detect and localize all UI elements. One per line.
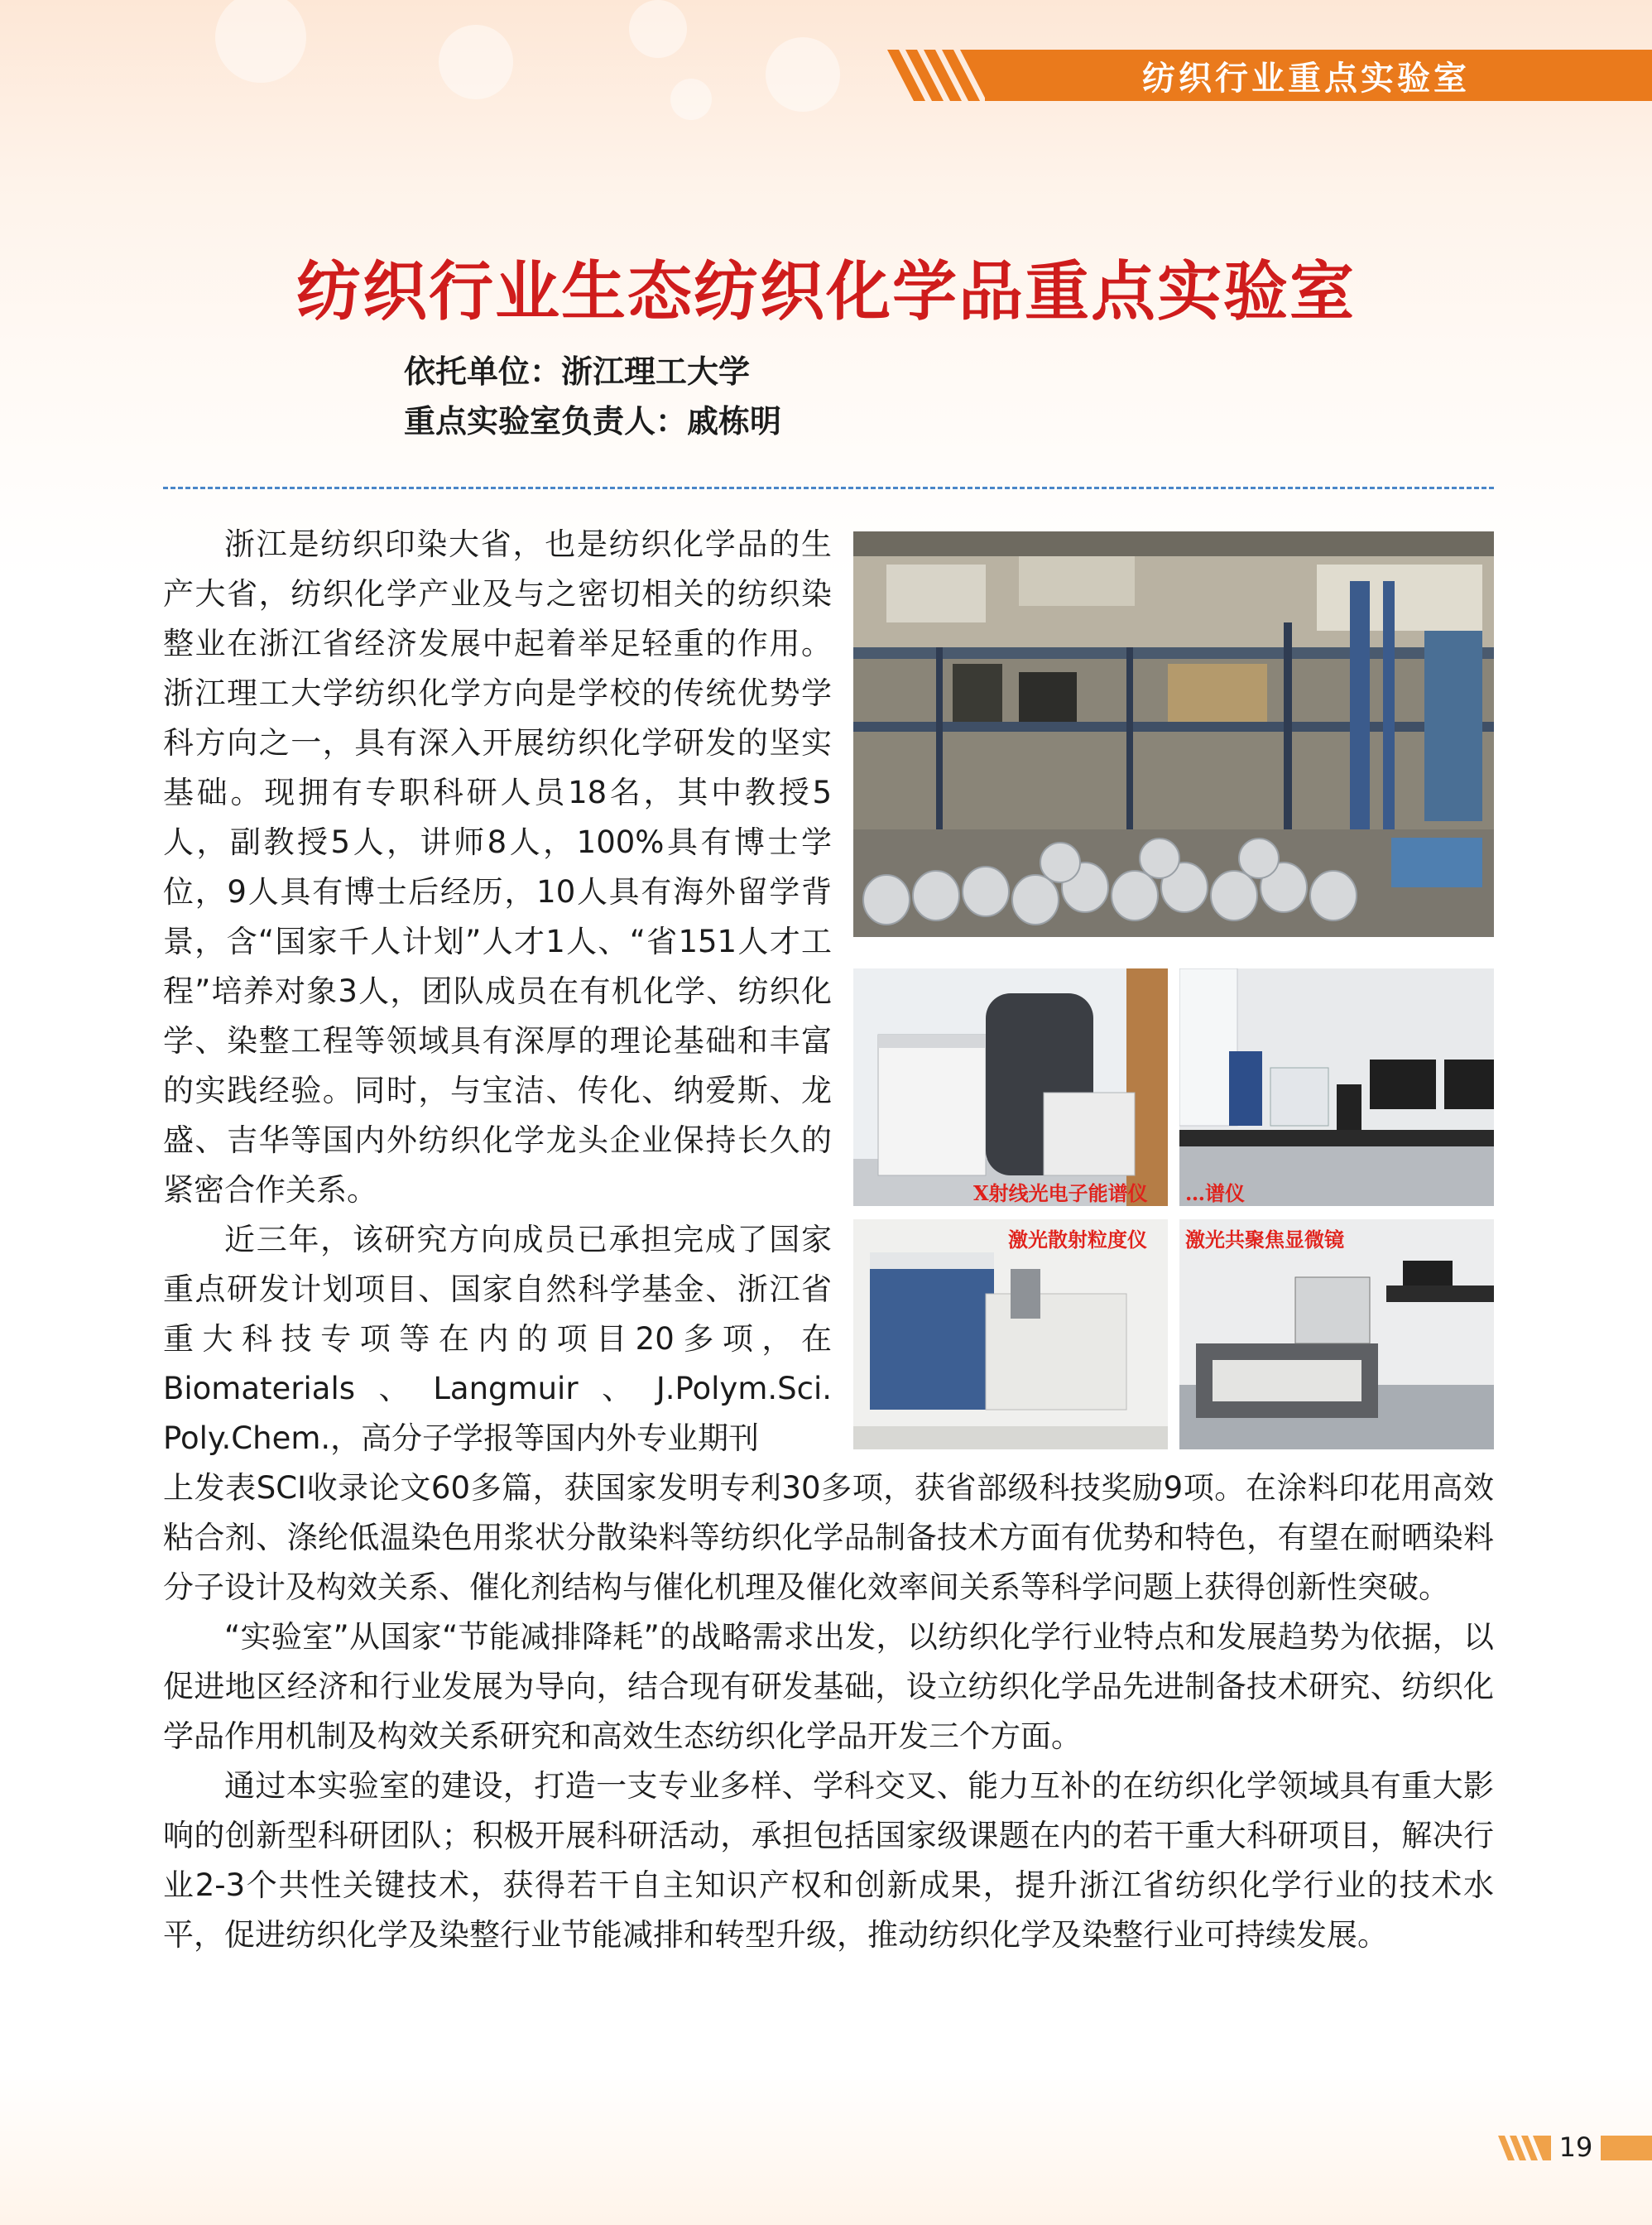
laser-particle-photo	[853, 1219, 1168, 1449]
page-stripes-icon	[1498, 2136, 1551, 2160]
paragraph: 上发表SCI收录论文60多篇，获国家发明专利30多项，获省部级科技奖励9项。在涂料印花用高效粘合剂、涤纶低温染色用浆状分散染料等纺织化学品制备技术方面有优势和特色，有望在耐晒染料分子设计及构效关系、催化剂结构与催化机理及催化效率间关系等科学问题上获得创新性突破。	[163, 1470, 1494, 1605]
xps-photo	[853, 968, 1168, 1206]
paragraph: “实验室”从国家“节能减排降耗”的战略需求出发，以纺织化学行业特点和发展趋势为依据，以促进地区经济和行业发展为导向，结合现有研发基础，设立纺织化学品先进制备技术研究、纺织化学品作用机制及构效关系研究和高效生态纺织化学品开发三个方面。	[163, 1619, 1494, 1754]
decor-bubble	[670, 79, 712, 120]
laser-particle-caption: 激光散射粒度仪	[1008, 1228, 1147, 1252]
page-title: 纺织行业生态纺织化学品重点实验室	[295, 255, 1356, 329]
decor-bubble	[629, 0, 687, 58]
page-number: 19	[1558, 2131, 1593, 2163]
confocal-photo	[1179, 1219, 1494, 1449]
lab-director: 重点实验室负责人：戚栋明	[404, 403, 782, 440]
full-width-text	[163, 1463, 1494, 1960]
page-bar	[1601, 2136, 1652, 2160]
confocal-caption: 激光共聚焦显微镜	[1185, 1228, 1344, 1252]
paragraph: 浙江是纺织印染大省，也是纺织化学品的生产大省，纺织化学产业及与之密切相关的纺织染整业在浙江省经济发展中起着举足轻重的作用。浙江理工大学纺织化学方向是学校的传统优势学科方向之一，具有深入开展纺织化学研发的坚实基础。现拥有专职科研人员18名，其中教授5人，副教授5人，讲师8人，100%具有博士学位，9人具有博士后经历，10人具有海外留学背景，含“国家千人计划”人才1人、“省151人才工程”培养对象3人，团队成员在有机化学、纺织化学、染整工程等领域具有深厚的理论基础和丰富的实践经验。同时，与宝洁、传化、纳爱斯、龙盛、吉华等国内外纺织化学龙头企业保持长久的紧密合作关系。	[163, 526, 832, 1208]
decor-bubble	[215, 0, 306, 83]
header-section-label: 纺织行业重点实验室	[985, 50, 1652, 101]
paragraph: 近三年，该研究方向成员已承担完成了国家重点研发计划项目、国家自然科学基金、浙江省重大科技专项等在内的项目20多项，在Biomaterials、Langmuir、J.Polym.Sci. Poly.Chem.，高分子学报等国内外专业期刊	[163, 1222, 832, 1456]
paragraph: 通过本实验室的建设，打造一支专业多样、学科交叉、能力互补的在纺织化学领域具有重大影响的创新型科研团队；积极开展科研活动，承担包括国家级课题在内的若干重大科研项目，解决行业2-3个共性关键技术，获得若干自主知识产权和创新成果，提升浙江省纺织化学行业的技术水平，促进纺织化学及染整行业节能减排和转型升级，推动纺织化学及染整行业可持续发展。	[163, 1768, 1494, 1953]
dashed-divider	[163, 487, 1494, 489]
spectrometer-caption: …谱仪	[1185, 1181, 1245, 1205]
decor-bubble	[766, 37, 840, 112]
spectrometer-photo	[1179, 968, 1494, 1206]
decor-bubble	[439, 25, 513, 99]
xps-caption: X射线光电子能谱仪	[973, 1181, 1148, 1205]
column-text	[163, 520, 832, 1463]
factory-photo	[853, 531, 1494, 937]
support-unit: 依托单位：浙江理工大学	[404, 353, 751, 390]
